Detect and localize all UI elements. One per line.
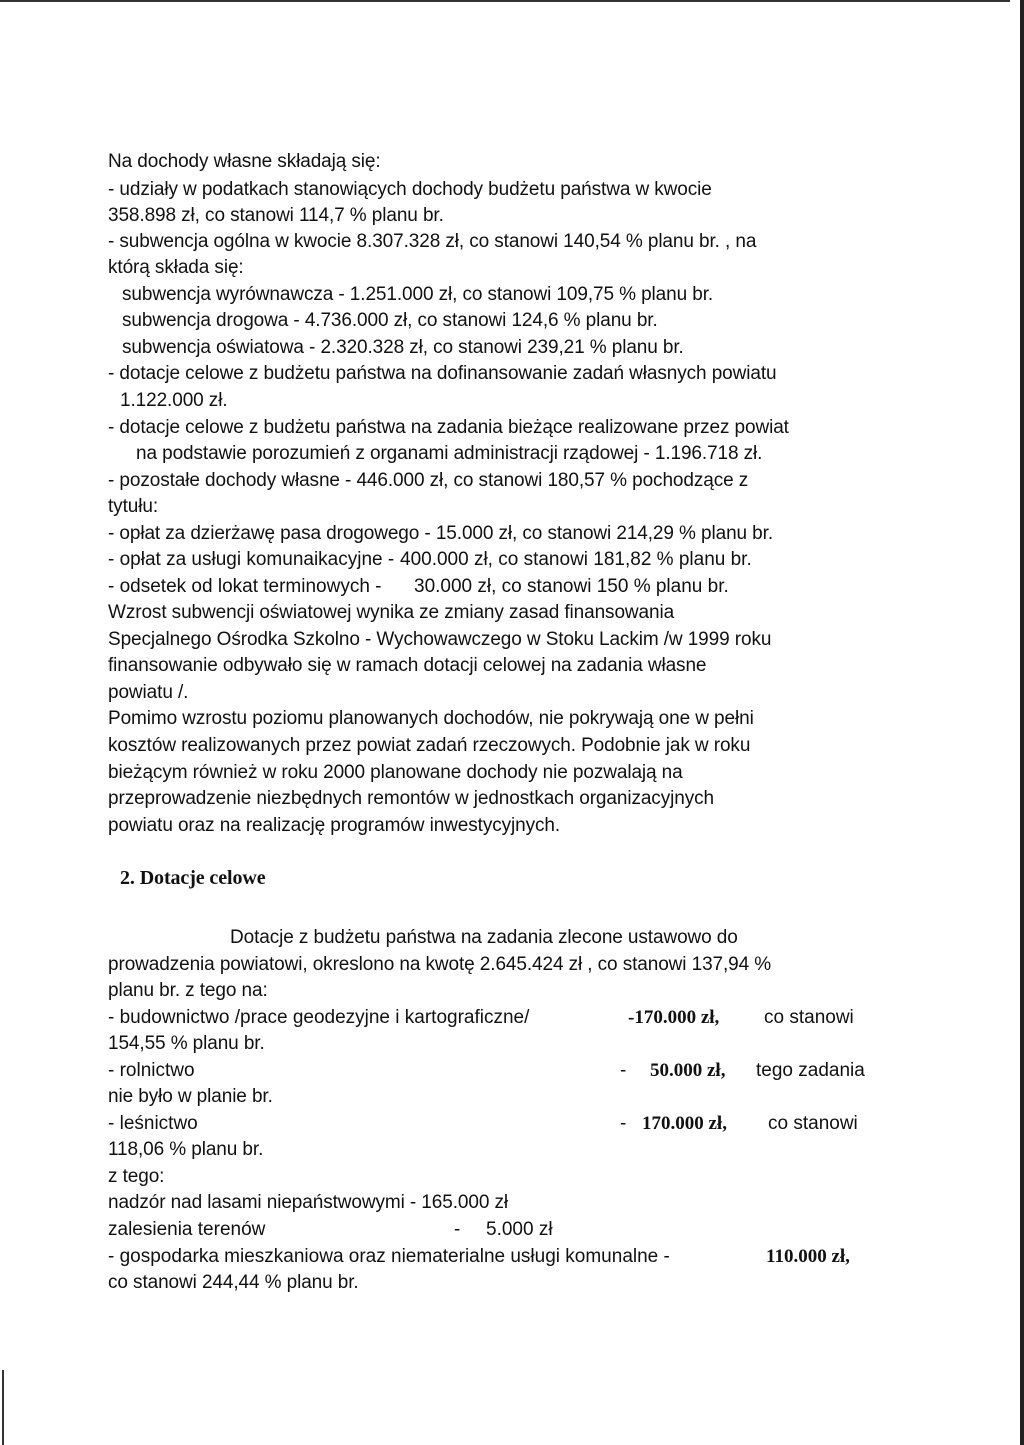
income-row-odsetek bbox=[108, 575, 888, 599]
row-label: - odsetek od lokat terminowych - bbox=[108, 576, 382, 597]
text-line: Dotacje z budżetu państwa na zadania zlecone ustawowo do bbox=[230, 927, 738, 948]
row-value: 30.000 zł, co stanowi 150 % planu br. bbox=[414, 576, 729, 597]
text-line: Wzrost subwencji oświatowej wynika ze zmiany zasad finansowania bbox=[108, 602, 675, 623]
grant-row-rolnictwo bbox=[108, 1059, 878, 1083]
text-line: Pomimo wzrostu poziomu planowanych dochodów, nie pokrywają one w pełni bbox=[108, 708, 754, 729]
grant-row-lesnictwo bbox=[108, 1112, 878, 1136]
income-row-uslugi bbox=[108, 548, 888, 572]
row-label: - gospodarka mieszkaniowa oraz niematerialne usługi komunalne - bbox=[108, 1246, 670, 1267]
grant-row-budownictwo bbox=[108, 1006, 878, 1030]
text-line: kosztów realizowanych przez powiat zadań rzeczowych. Podobnie jak w roku bbox=[108, 735, 751, 756]
text-line: - dotacje celowe z budżetu państwa na zadania bieżące realizowane przez powiat bbox=[108, 417, 789, 438]
row-note: co stanowi bbox=[768, 1113, 858, 1134]
text-line: - pozostałe dochody własne - 446.000 zł, co stanowi 180,57 % pochodzące z bbox=[108, 470, 749, 491]
row-amount: 50.000 zł, bbox=[650, 1060, 726, 1081]
text-line: Specjalnego Ośrodka Szkolno - Wychowawczego w Stoku Lackim /w 1999 roku bbox=[108, 629, 772, 650]
scan-right-edge bbox=[1020, 0, 1024, 1445]
row-amount: 110.000 zł, bbox=[766, 1246, 850, 1267]
scan-left-mark bbox=[2, 1370, 4, 1445]
text-line: 1.122.000 zł. bbox=[120, 390, 228, 411]
section-title: Dotacje celowe bbox=[139, 867, 266, 889]
text-line: nie było w planie br. bbox=[108, 1086, 273, 1107]
text-line: - subwencja ogólna w kwocie 8.307.328 zł, co stanowi 140,54 % planu br. , na bbox=[108, 231, 757, 252]
section-number: 2. bbox=[120, 867, 135, 889]
text-line: 154,55 % planu br. bbox=[108, 1033, 265, 1054]
text-line: - dotacje celowe z budżetu państwa na dofinansowanie zadań własnych powiatu bbox=[108, 363, 777, 384]
row-label: - rolnictwo bbox=[108, 1060, 195, 1081]
text-line: na podstawie porozumień z organami administracji rządowej - 1.196.718 zł. bbox=[136, 443, 763, 464]
text-line: prowadzenia powiatowi, okreslono na kwotę 2.645.424 zł , co stanowi 137,94 % bbox=[108, 954, 772, 975]
text-line: 118,06 % planu br. bbox=[108, 1139, 264, 1160]
text-line: powiatu oraz na realizację programów inwestycyjnych. bbox=[108, 815, 561, 836]
row-label: - opłat za usługi komunaikacyjne - bbox=[108, 549, 395, 570]
text-line: finansowanie odbywało się w ramach dotacji celowej na zadania własne bbox=[108, 655, 707, 676]
text-line: tytułu: bbox=[108, 496, 158, 517]
text-line: subwencja wyrównawcza - 1.251.000 zł, co stanowi 109,75 % planu br. bbox=[122, 284, 714, 305]
row-dash: - bbox=[454, 1219, 461, 1240]
text-line: z tego: bbox=[108, 1166, 165, 1187]
text-line: - udziały w podatkach stanowiących dochody budżetu państwa w kwocie bbox=[108, 179, 712, 200]
row-value: 400.000 zł, co stanowi 181,82 % planu br. bbox=[400, 549, 752, 570]
text-line: bieżącym również w roku 2000 planowane dochody nie pozwalają na bbox=[108, 762, 683, 783]
row-amount: 5.000 zł bbox=[486, 1219, 553, 1240]
row-dash: - bbox=[620, 1113, 627, 1134]
text-line: którą składa się: bbox=[108, 257, 244, 278]
text-line: subwencja drogowa - 4.736.000 zł, co stanowi 124,6 % planu br. bbox=[122, 310, 658, 331]
row-amount: -170.000 zł, bbox=[628, 1007, 720, 1028]
grant-row-gospodarka bbox=[108, 1245, 878, 1269]
text-line: subwencja oświatowa - 2.320.328 zł, co stanowi 239,21 % planu br. bbox=[122, 337, 684, 358]
text-line: co stanowi 244,44 % planu br. bbox=[108, 1272, 359, 1293]
text-line: nadzór nad lasami niepaństwowymi - 165.000 zł bbox=[108, 1192, 508, 1213]
row-label: - budownictwo /prace geodezyjne i kartograficzne/ bbox=[108, 1007, 530, 1028]
section-heading bbox=[120, 866, 265, 890]
row-dash: - bbox=[620, 1060, 627, 1081]
text-line: planu br. z tego na: bbox=[108, 980, 268, 1001]
text-line: - opłat za dzierżawę pasa drogowego - 15.000 zł, co stanowi 214,29 % planu br. bbox=[108, 523, 774, 544]
scan-top-edge bbox=[0, 0, 1010, 2]
row-label: - leśnictwo bbox=[108, 1113, 198, 1134]
row-note: tego zadania bbox=[756, 1060, 865, 1081]
row-label: zalesienia terenów bbox=[108, 1219, 266, 1240]
text-line: Na dochody własne składają się: bbox=[108, 151, 381, 172]
row-amount: 170.000 zł, bbox=[642, 1113, 727, 1134]
text-line: przeprowadzenie niezbędnych remontów w jednostkach organizacyjnych bbox=[108, 788, 714, 809]
grant-row-zalesienia bbox=[108, 1218, 608, 1242]
row-note: co stanowi bbox=[764, 1007, 854, 1028]
text-line: 358.898 zł, co stanowi 114,7 % planu br. bbox=[108, 205, 444, 226]
text-line: powiatu /. bbox=[108, 682, 189, 703]
